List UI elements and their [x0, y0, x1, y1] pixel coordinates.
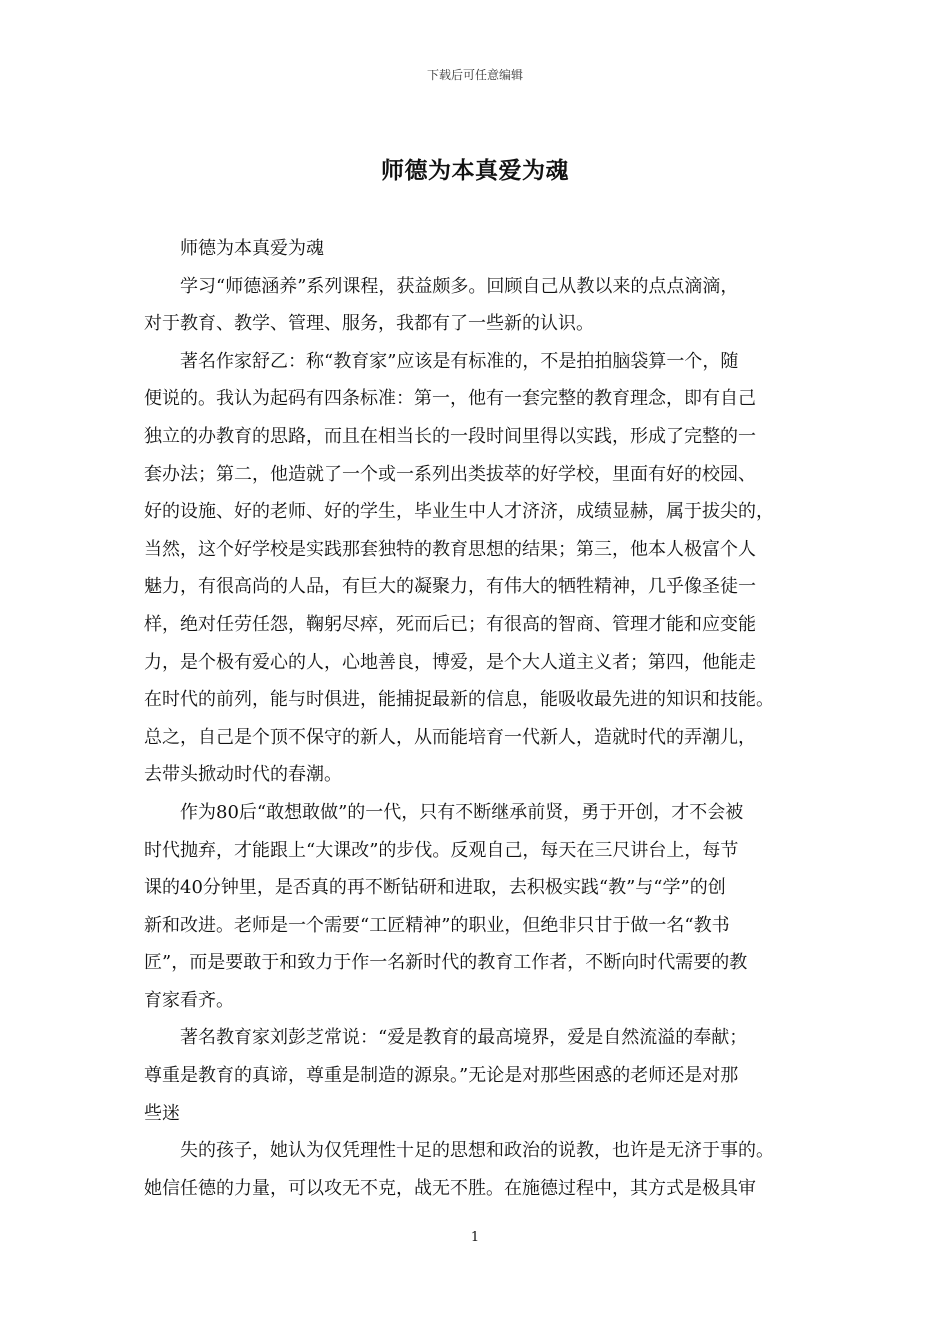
document-body: [144, 230, 824, 1207]
text-line: 在时代的前列，能与时俱进，能捕捉最新的信息，能吸收最先进的知识和技能。: [144, 689, 774, 711]
text-line: 学习“师德涵养”系列课程，获益颇多。回顾自己从教以来的点点滴滴，: [180, 275, 739, 297]
text-line: 便说的。我认为起码有四条标准：第一，他有一套完整的教育理念，即有自己: [144, 388, 756, 410]
text-line: 独立的办教育的思路，而且在相当长的一段时间里得以实践，形成了完整的一: [144, 425, 756, 447]
header-note: 下载后可任意编辑: [426, 68, 523, 82]
text-line: 她信任德的力量，可以攻无不克，战无不胜。在施德过程中，其方式是极具审: [144, 1177, 756, 1199]
text-line: 著名作家舒乙：称“教育家”应该是有标准的，不是拍拍脑袋算一个，随: [180, 350, 739, 372]
text-line: 魅力，有很高尚的人品，有巨大的凝聚力，有伟大的牺牲精神，几乎像圣徒一: [144, 576, 756, 598]
text-line: 著名教育家刘彭芝常说：“爱是教育的最高境界，爱是自然流溢的奉献；: [180, 1027, 748, 1049]
text-line: 些迷: [144, 1102, 180, 1124]
text-line: 好的设施、好的老师、好的学生，毕业生中人才济济，成绩显赫，属于拔尖的，: [144, 501, 774, 523]
text-line: 当然，这个好学校是实践那套独特的教育思想的结果；第三，他本人极富个人: [144, 538, 756, 560]
text-line: 师德为本真爱为魂: [180, 238, 324, 259]
text-line: 去带头掀动时代的春潮。: [144, 764, 342, 786]
text-line: 失的孩子，她认为仅凭理性十足的思想和政治的说教，也许是无济于事的。: [180, 1140, 774, 1162]
text-line: 套办法；第二，他造就了一个或一系列出类拔萃的好学校，里面有好的校园、: [144, 463, 756, 485]
text-line: 尊重是教育的真谛，尊重是制造的源泉。”无论是对那些困惑的老师还是对那: [144, 1065, 739, 1087]
text-line: 课的40分钟里，是否真的再不断钻研和进取，去积极实践“教”与“学”的创: [144, 877, 726, 899]
text-line: 育家看齐。: [144, 989, 234, 1011]
page-number: 1: [470, 1230, 480, 1245]
text-line: 样，绝对任劳任怨，鞠躬尽瘁，死而后已；有很高的智商、管理才能和应变能: [144, 613, 756, 635]
text-line: 时代抛弃，才能跟上“大课改”的步伐。反观自己，每天在三尺讲台上，每节: [144, 839, 739, 861]
text-line: 匠”，而是要敢于和致力于作一名新时代的教育工作者，不断向时代需要的教: [144, 952, 748, 974]
page-title: 师德为本真爱为魂: [381, 157, 569, 184]
text-line: 力，是个极有爱心的人，心地善良，博爱，是个大人道主义者；第四，他能走: [144, 651, 756, 673]
text-line: 对于教育、教学、管理、服务，我都有了一些新的认识。: [144, 313, 594, 335]
text-line: 作为80后“敢想敢做”的一代，只有不断继承前贤，勇于开创，才不会被: [180, 801, 744, 823]
text-line: 新和改进。老师是一个需要“工匠精神”的职业，但绝非只甘于做一名“教书: [144, 914, 730, 936]
text-line: 总之，自己是个顶不保守的新人，从而能培育一代新人，造就时代的弄潮儿，: [144, 726, 756, 748]
